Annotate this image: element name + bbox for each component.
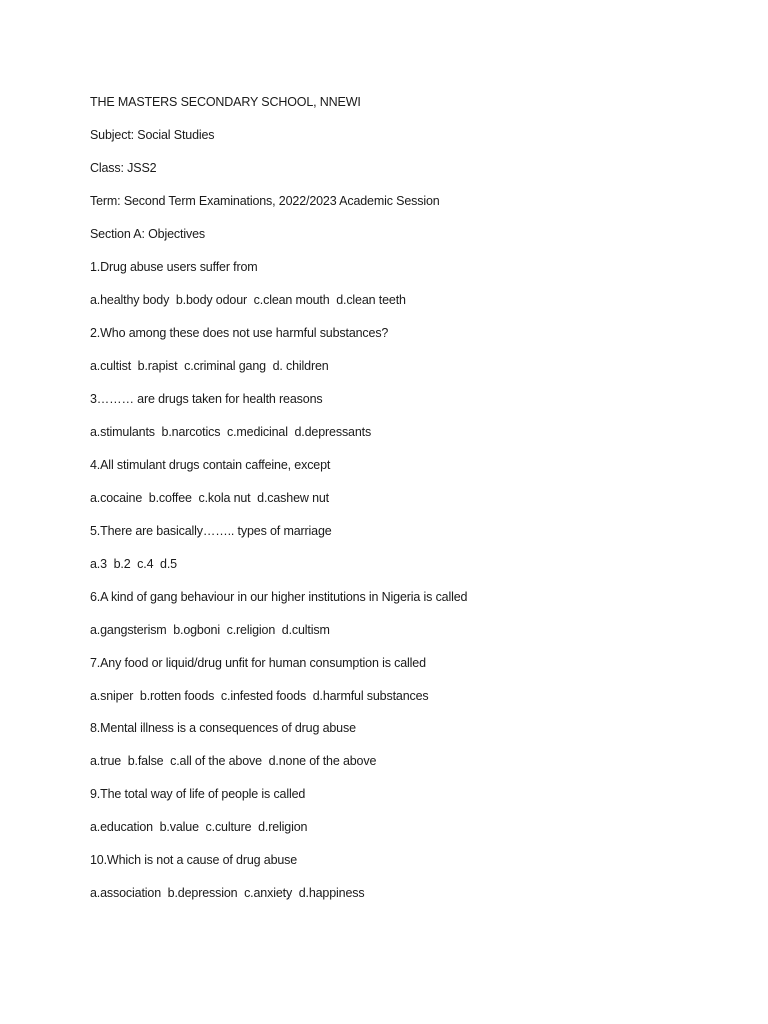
term-line: Term: Second Term Examinations, 2022/2023 Academic Session	[90, 194, 440, 208]
question-1: 1.Drug abuse users suffer from	[90, 260, 258, 274]
question-3: 3……… are drugs taken for health reasons	[90, 392, 323, 406]
question-9-options: a.education b.value c.culture d.religion	[90, 820, 308, 834]
question-3-options: a.stimulants b.narcotics c.medicinal d.depressants	[90, 425, 372, 439]
question-1-options: a.healthy body b.body odour c.clean mouth d.clean teeth	[90, 293, 406, 307]
question-7-options: a.sniper b.rotten foods c.infested foods d.harmful substances	[90, 689, 429, 703]
question-9: 9.The total way of life of people is called	[90, 787, 306, 801]
question-5-options: a.3 b.2 c.4 d.5	[90, 557, 177, 571]
question-4: 4.All stimulant drugs contain caffeine, except	[90, 458, 331, 472]
section-heading: Section A: Objectives	[90, 227, 205, 241]
question-4-options: a.cocaine b.coffee c.kola nut d.cashew nut	[90, 491, 330, 505]
question-8-options: a.true b.false c.all of the above d.none of the above	[90, 754, 377, 768]
class-line: Class: JSS2	[90, 161, 157, 175]
question-10-options: a.association b.depression c.anxiety d.happiness	[90, 886, 365, 900]
question-10: 10.Which is not a cause of drug abuse	[90, 853, 298, 867]
question-2-options: a.cultist b.rapist c.criminal gang d. children	[90, 359, 329, 373]
question-7: 7.Any food or liquid/drug unfit for human consumption is called	[90, 656, 426, 670]
question-6-options: a.gangsterism b.ogboni c.religion d.cultism	[90, 623, 330, 637]
question-6: 6.A kind of gang behaviour in our higher institutions in Nigeria is called	[90, 590, 468, 604]
school-name: THE MASTERS SECONDARY SCHOOL, NNEWI	[90, 95, 361, 109]
question-5: 5.There are basically…….. types of marriage	[90, 524, 332, 538]
subject-line: Subject: Social Studies	[90, 128, 215, 142]
question-8: 8.Mental illness is a consequences of drug abuse	[90, 721, 356, 735]
question-2: 2.Who among these does not use harmful substances?	[90, 326, 389, 340]
